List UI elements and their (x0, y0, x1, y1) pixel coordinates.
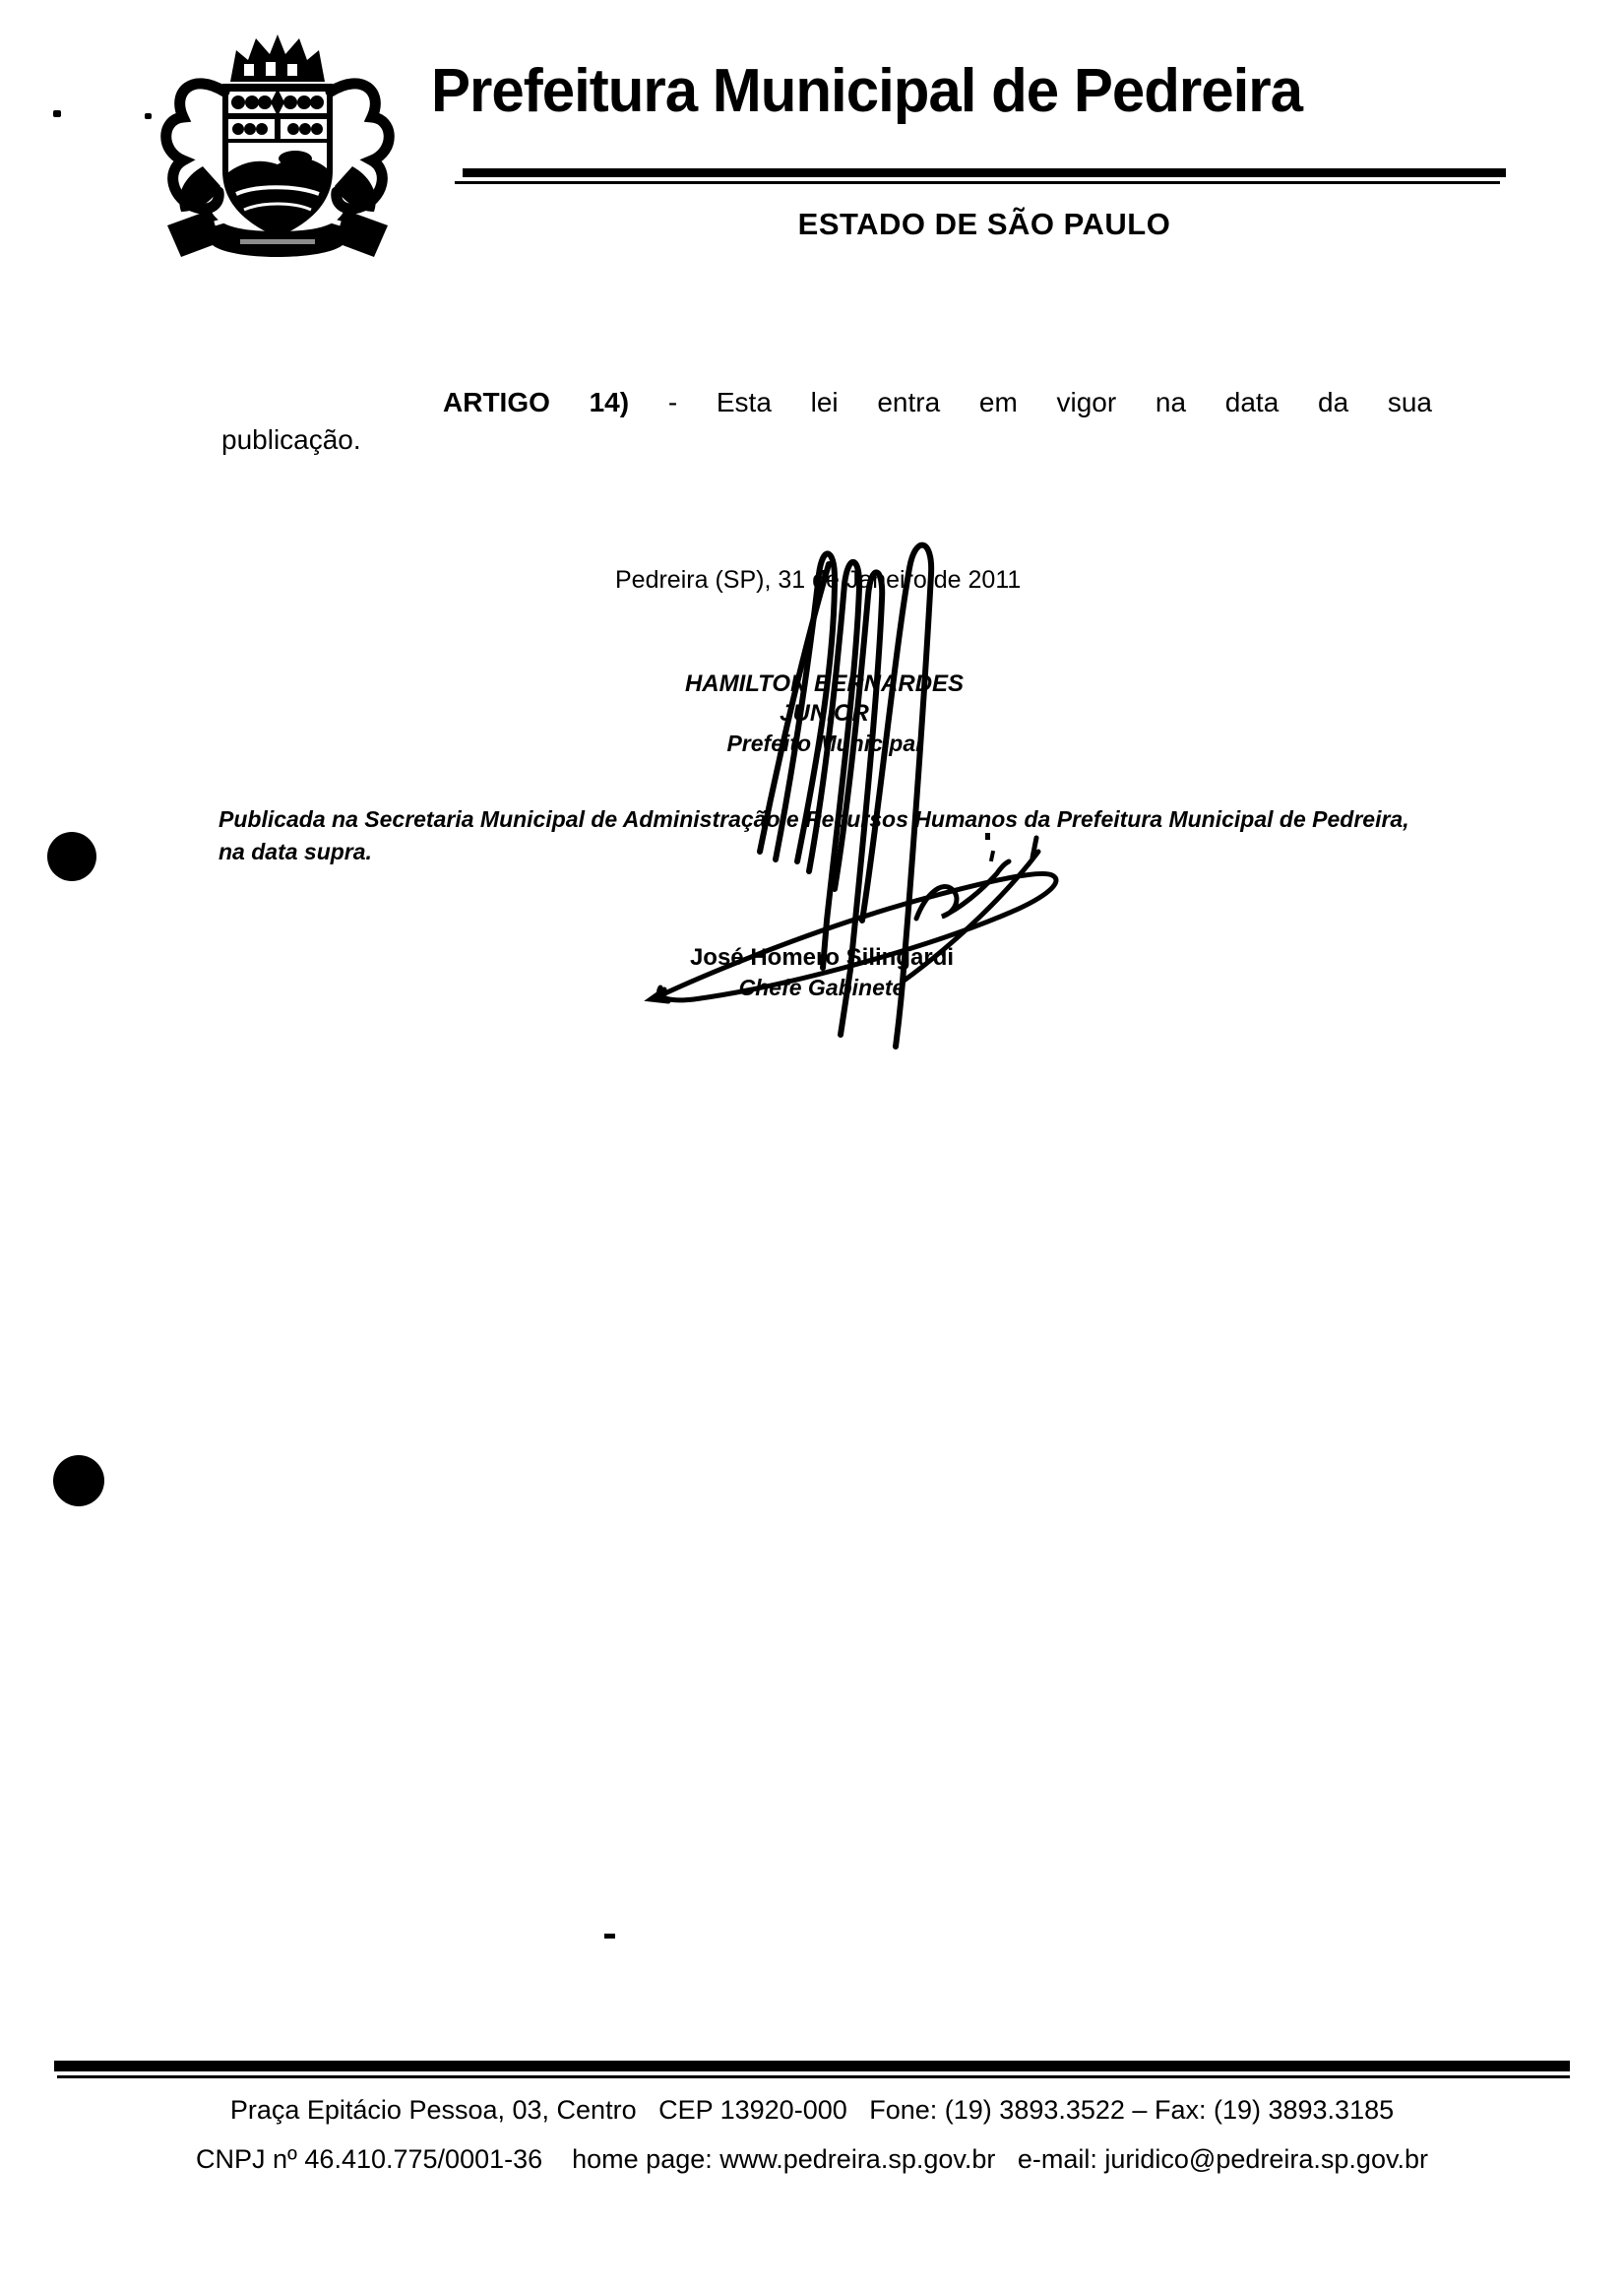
title-rule-thick (463, 168, 1506, 177)
scan-speckle (985, 833, 990, 840)
footer-rule-thick (54, 2061, 1570, 2071)
signer2-name: José Homero Silingardi (689, 944, 955, 971)
scan-speckle (53, 110, 61, 117)
publication-line1: Publicada na Secretaria Municipal de Administração e Recursos Humanos da Prefeitura Municipal de Pedreira, (219, 806, 1409, 832)
footer-contact: CNPJ nº 46.410.775/0001-36 home page: www.pedreira.sp.gov.br e-mail: juridico@pedreira.sp.gov.br (196, 2144, 1428, 2174)
page-title: Prefeitura Municipal de Pedreira (431, 56, 1302, 125)
signer2-block (650, 943, 994, 1002)
article-text-line2: publicação. (221, 424, 361, 455)
footer-address: Praça Epitácio Pessoa, 03, Centro CEP 13920-000 Fone: (19) 3893.3522 – Fax: (19) 3893.3185 (229, 2095, 1395, 2125)
footer-rule-thin (57, 2075, 1570, 2078)
scan-speckle (604, 1934, 615, 1939)
signer1-block (640, 669, 1009, 758)
publication-line2: na data supra. (219, 839, 372, 864)
article-text-line1 (443, 386, 1432, 419)
signer1-role: Prefeito Municipal (726, 731, 922, 756)
dateline: Pedreira (SP), 31 de Janeiro de 2011 (615, 566, 1022, 594)
signer1-name: HAMILTON BERNARDES JUNIOR (684, 670, 965, 727)
punch-hole-top (47, 832, 96, 881)
signer2-role: Chefe Gabinete (738, 975, 906, 1000)
page-subtitle: ESTADO DE SÃO PAULO (797, 207, 1171, 241)
article-label: ARTIGO 14) (443, 387, 630, 417)
article-rest: - Esta lei entra em vigor na data da sua (667, 387, 1433, 417)
punch-hole-bottom (53, 1455, 104, 1506)
title-rule-thin (455, 181, 1500, 184)
scan-speckle (145, 113, 152, 119)
coat-of-arms-icon (146, 20, 409, 280)
